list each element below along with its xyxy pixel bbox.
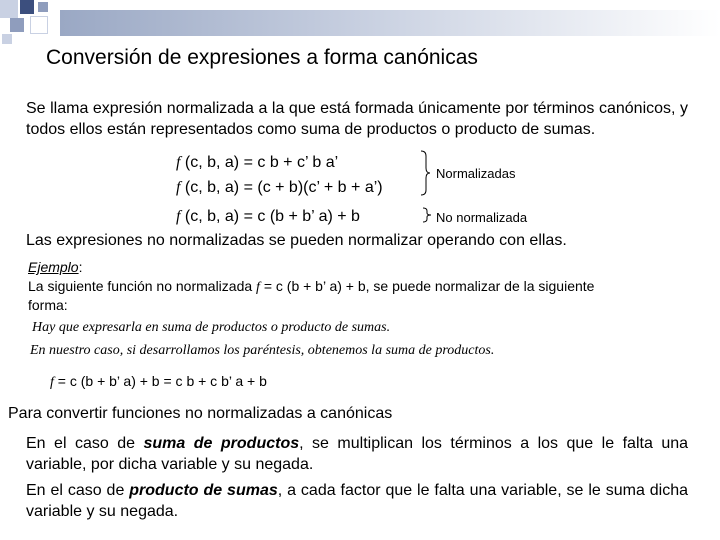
- example-text-part: La siguiente función no normalizada: [28, 278, 257, 294]
- intro-paragraph: Se llama expresión normalizada a la que está formada únicamente por términos canónicos, y todos ellos están representados como suma de productos o producto de sumas.: [26, 100, 688, 138]
- example-explanation-1: Hay que expresarla en suma de productos o producto de sumas.: [32, 320, 391, 335]
- example-heading: [28, 259, 82, 275]
- label-not-normalized: No normalizada: [436, 210, 528, 225]
- equation-normalized-2: [176, 179, 383, 197]
- section-heading: Para convertir funciones no normalizadas a canónicas: [8, 405, 393, 422]
- slide-title: Conversión de expresiones a forma canónicas: [46, 46, 478, 69]
- header-gradient-bar: [60, 10, 720, 36]
- example-text-line: forma:: [28, 297, 68, 313]
- product-of-sums-paragraph: [26, 480, 688, 522]
- example-heading-text: Ejemplo: [28, 259, 79, 275]
- function-symbol: f: [176, 208, 181, 225]
- decorative-square: [10, 18, 24, 32]
- decorative-square: [2, 34, 12, 44]
- label-normalized: Normalizadas: [436, 166, 516, 181]
- function-symbol: f: [176, 154, 181, 171]
- brace-normalized: [420, 150, 430, 196]
- example-text-part: = c (b + b’ a) + b, se puede normalizar de la siguiente: [259, 278, 595, 294]
- equation-text: (c, b, a) = (c + b)(c’ + b + a’): [180, 179, 383, 196]
- paragraph-text: En el caso de: [26, 482, 130, 499]
- example-text-line: [28, 278, 594, 296]
- example-explanation-2: En nuestro caso, si desarrollamos los paréntesis, obtenemos la suma de productos.: [30, 343, 495, 358]
- example-formula: [50, 373, 267, 391]
- paragraph-text: En el caso de: [26, 435, 144, 452]
- equation-normalized-1: [176, 154, 338, 172]
- paragraph-emphasis: producto de sumas: [129, 482, 278, 499]
- equation-text: (c, b, a) = c b + c’ b a’: [180, 154, 339, 171]
- formula-text: = c (b + b’ a) + b = c b + c b’ a + b: [53, 373, 267, 389]
- paragraph-text: , se multiplican los términos a los que le falta una variable, por dicha variable y su negada.: [26, 435, 689, 473]
- sum-of-products-paragraph: [26, 433, 688, 475]
- function-symbol: f: [176, 179, 181, 196]
- paragraph-emphasis: suma de productos: [143, 435, 300, 452]
- paragraph-text: , a cada factor que le falta una variable, se le suma dicha variable y su negada.: [26, 482, 689, 520]
- equation-text: (c, b, a) = c (b + b’ a) + b: [180, 208, 360, 225]
- decorative-square: [20, 0, 34, 14]
- brace-not-normalized: [422, 207, 432, 223]
- normalization-note: Las expresiones no normalizadas se pueden normalizar operando con ellas.: [26, 232, 567, 249]
- decorative-square: [30, 16, 48, 34]
- equation-not-normalized: [176, 208, 360, 226]
- function-symbol: f: [256, 280, 260, 295]
- example-heading-colon: :: [78, 259, 83, 275]
- decorative-square: [0, 0, 18, 18]
- decorative-square: [38, 2, 48, 12]
- function-symbol: f: [50, 375, 54, 390]
